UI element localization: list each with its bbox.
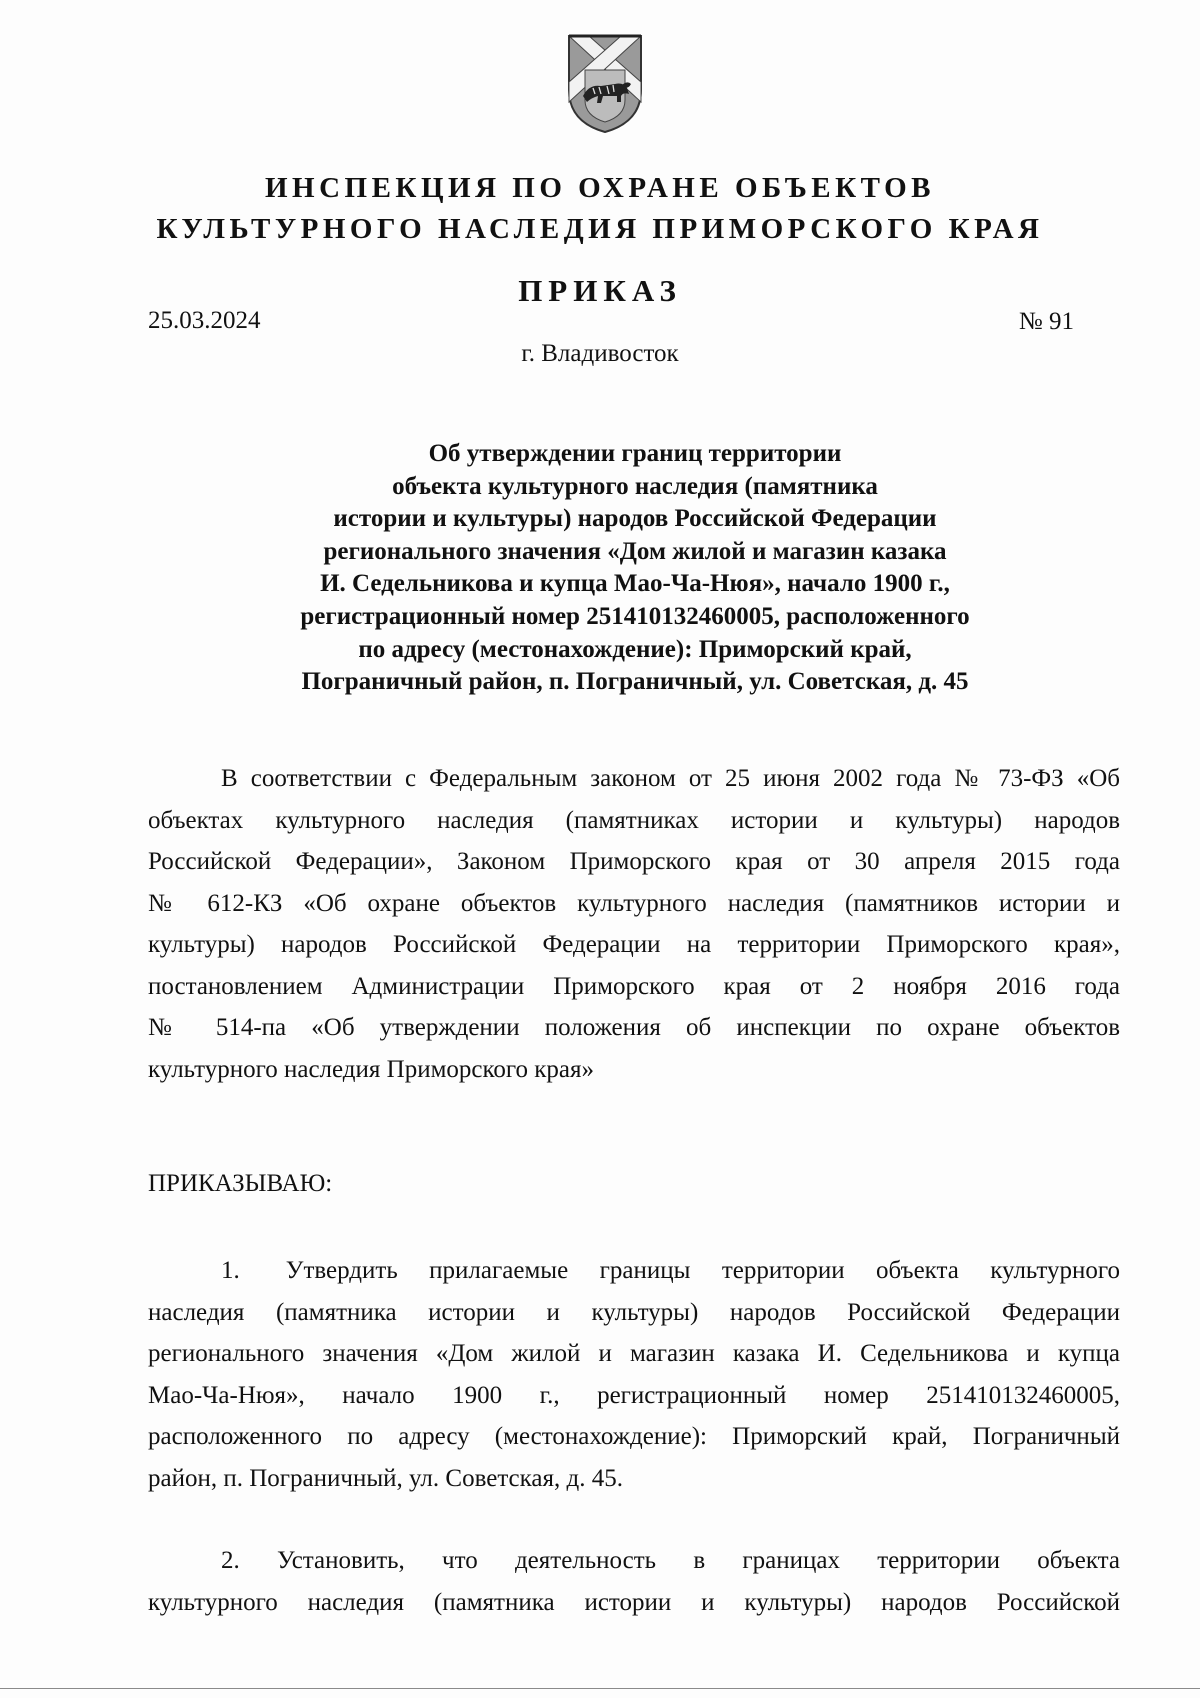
preamble-paragraph <box>148 758 1120 1090</box>
paragraph-line <box>148 1540 1120 1582</box>
subject-line: регионального значения «Дом жилой и магазин казака <box>323 537 947 565</box>
order-item-1 <box>148 1250 1120 1499</box>
paragraph-line: В соответствии с Федеральным законом от 25 июня 2002 года № 73-ФЗ «Об <box>221 765 1120 792</box>
paragraph-line: расположенного по адресу (местонахождение): Приморский край, Пограничный <box>148 1423 1120 1450</box>
organization-name-line-2: КУЛЬТУРНОГО НАСЛЕДИЯ ПРИМОРСКОГО КРАЯ <box>156 213 1044 245</box>
paragraph-line: культурного наследия Приморского края» <box>148 1055 594 1083</box>
subject-line: Пограничный район, п. Пограничный, ул. Советская, д. 45 <box>301 668 969 696</box>
subject-line: истории и культуры) народов Российской Федерации <box>333 505 937 533</box>
document-number: № 91 <box>1018 308 1074 335</box>
paragraph-line: район, п. Пограничный, ул. Советская, д. 45. <box>148 1464 623 1492</box>
paragraph-line: № 514-па «Об утверждении положения об инспекции по охране объектов <box>148 1014 1120 1041</box>
subject-line: по адресу (местонахождение): Приморский край, <box>358 635 912 663</box>
item-number: 2. <box>221 1547 240 1574</box>
paragraph-line <box>148 1250 1120 1292</box>
order-subject <box>250 438 1020 699</box>
order-item-2 <box>148 1540 1120 1623</box>
organization-name-line-1: ИНСПЕКЦИЯ ПО ОХРАНЕ ОБЪЕКТОВ <box>264 172 936 204</box>
document-date: 25.03.2024 <box>148 307 261 334</box>
paragraph-line: регионального значения «Дом жилой и магазин казака И. Седельникова и купца <box>148 1340 1120 1367</box>
primorsky-krai-coat-of-arms-icon <box>563 30 647 134</box>
item-first-line-text: Установить, что деятельность в границах территории объекта <box>277 1547 1120 1574</box>
scan-edge-line <box>0 1688 1200 1689</box>
paragraph-line: культуры) народов Российской Федерации на территории Приморского края», <box>148 931 1120 958</box>
subject-line: И. Седельникова и купца Мао-Ча-Нюя», начало 1900 г., <box>320 570 950 598</box>
subject-line: Об утверждении границ территории <box>428 440 842 467</box>
document-city: г. Владивосток <box>521 340 679 367</box>
item-number: 1. <box>221 1257 240 1284</box>
subject-line: регистрационный номер 251410132460005, расположенного <box>300 602 970 630</box>
paragraph-line: наследия (памятника истории и культуры) народов Российской Федерации <box>148 1298 1120 1326</box>
item-first-line-text: Утвердить прилагаемые границы территории объекта культурного <box>285 1257 1120 1284</box>
document-type-title: ПРИКАЗ <box>518 273 682 308</box>
order-directive-word: ПРИКАЗЫВАЮ: <box>148 1170 333 1197</box>
paragraph-line: культурного наследия (памятника истории и культуры) народов Российской <box>148 1588 1120 1616</box>
paragraph-line: Российской Федерации», Законом Приморского края от 30 апреля 2015 года <box>148 848 1120 875</box>
subject-line: объекта культурного наследия (памятника <box>392 472 878 500</box>
paragraph-line: № 612-КЗ «Об охране объектов культурного наследия (памятников истории и <box>148 889 1120 917</box>
paragraph-line: постановлением Администрации Приморского края от 2 ноября 2016 года <box>148 972 1120 1000</box>
paragraph-line: Мао-Ча-Нюя», начало 1900 г., регистрационный номер 251410132460005, <box>148 1381 1120 1409</box>
paragraph-line: объектах культурного наследия (памятниках истории и культуры) народов <box>148 806 1120 834</box>
